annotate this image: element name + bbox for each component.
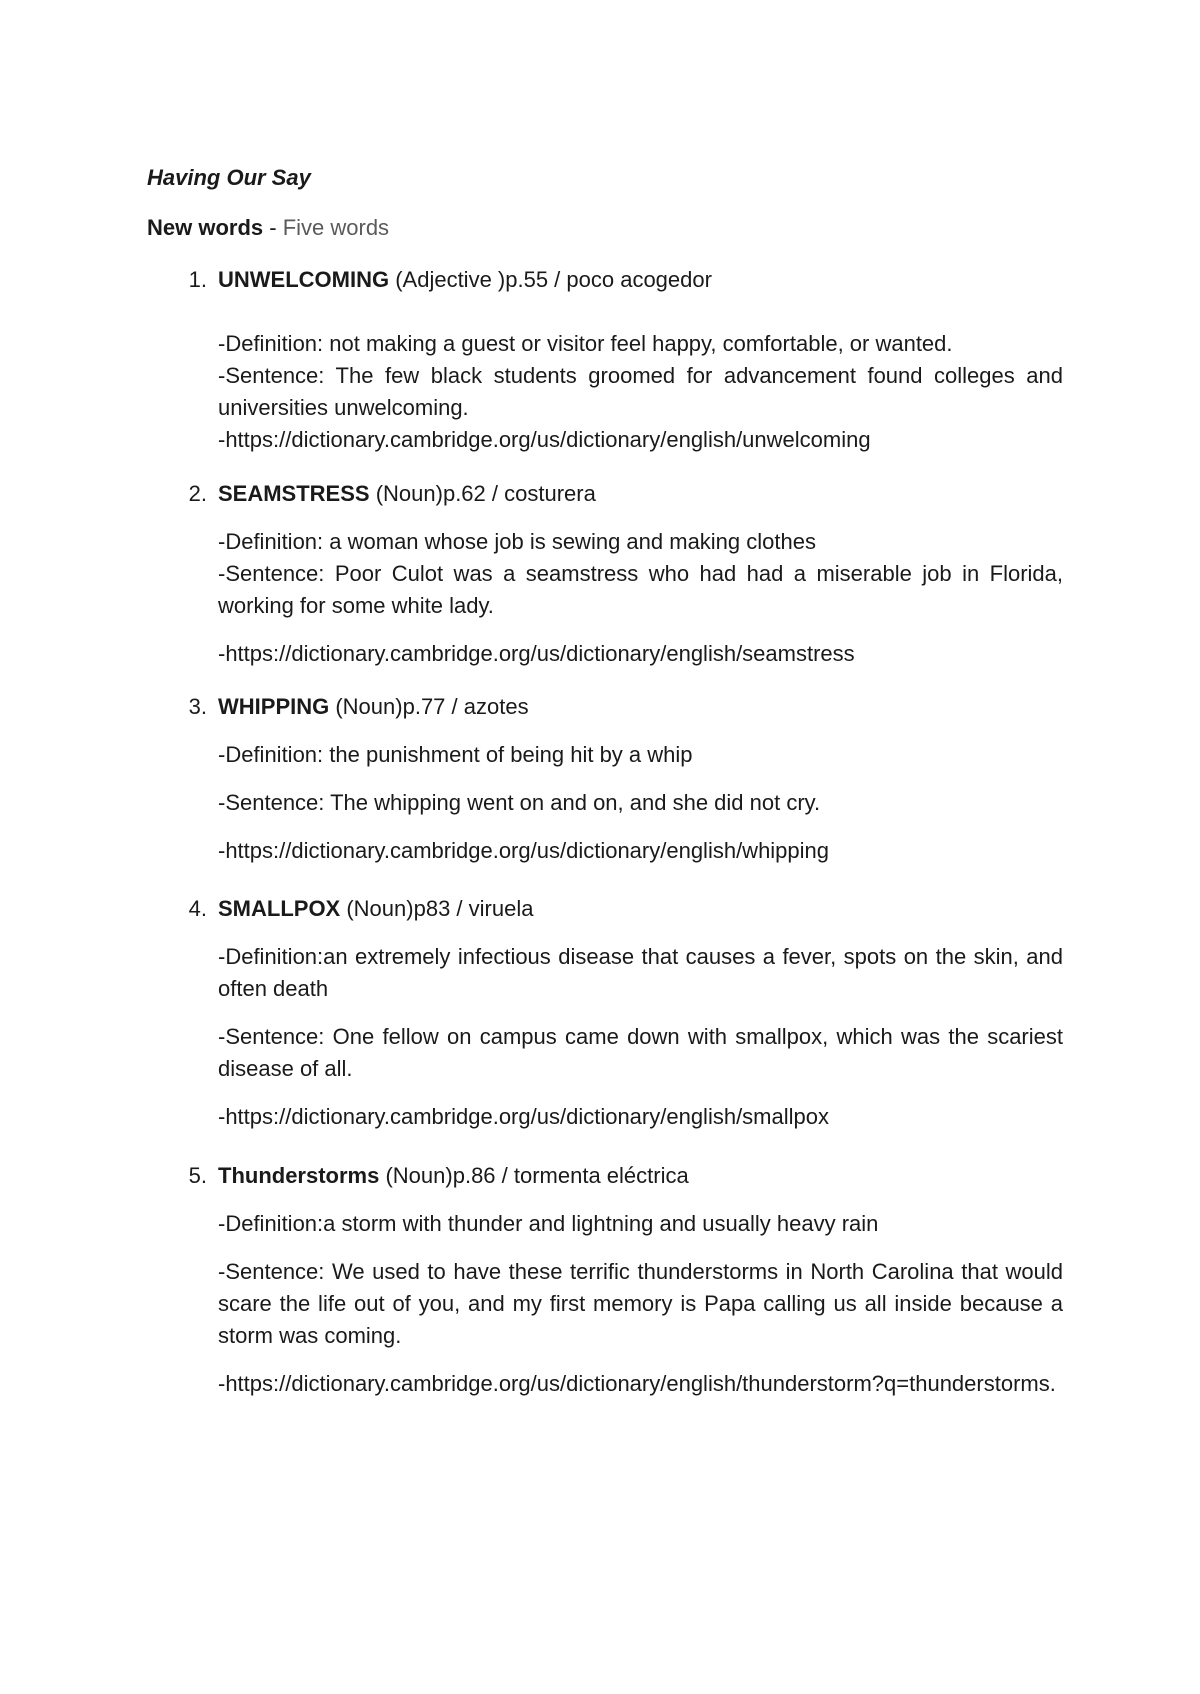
entry-definition: -Definition: not making a guest or visitor feel happy, comfortable, or wanted. bbox=[218, 331, 953, 356]
entry-link: -https://dictionary.cambridge.org/us/dictionary/english/whipping bbox=[218, 838, 830, 863]
entry-number: 1. bbox=[188, 267, 207, 292]
entry-sentence: -Sentence: We used to have these terrific thunderstorms in North Carolina that would scare the life out of you, and my first memory is Papa calling us all inside because a storm was coming. bbox=[218, 1259, 1063, 1348]
entry-number: 3. bbox=[188, 694, 207, 719]
entry-info: (Noun)p.77 / azotes bbox=[329, 694, 529, 719]
entry-word: SEAMSTRESS bbox=[218, 481, 370, 506]
vocab-entry-2 bbox=[147, 478, 1067, 670]
entry-number: 2. bbox=[188, 481, 207, 506]
entry-link: -https://dictionary.cambridge.org/us/dictionary/english/thunderstorm?q=thunderstorms. bbox=[218, 1371, 1056, 1396]
entry-definition: -Definition: a woman whose job is sewing and making clothes bbox=[218, 529, 816, 554]
entry-info: (Adjective )p.55 / poco acogedor bbox=[389, 267, 712, 292]
entry-sentence: -Sentence: Poor Culot was a seamstress who had had a miserable job in Florida, working for some white lady. bbox=[218, 561, 1063, 618]
entry-definition: -Definition: the punishment of being hit by a whip bbox=[218, 742, 693, 767]
section-heading-separator: - bbox=[263, 215, 283, 240]
entry-word: Thunderstorms bbox=[218, 1163, 380, 1188]
vocab-entry-1 bbox=[147, 264, 1067, 456]
entry-definition: -Definition:a storm with thunder and lightning and usually heavy rain bbox=[218, 1211, 879, 1236]
vocab-entry-4 bbox=[147, 893, 1067, 1133]
entry-sentence: -Sentence: The few black students groomed for advancement found colleges and universities unwelcoming. bbox=[218, 363, 1063, 420]
entry-link: -https://dictionary.cambridge.org/us/dictionary/english/seamstress bbox=[218, 641, 855, 666]
entry-link: -https://dictionary.cambridge.org/us/dictionary/english/unwelcoming bbox=[218, 427, 871, 452]
entry-word: UNWELCOMING bbox=[218, 267, 390, 292]
entry-info: (Noun)p.86 / tormenta eléctrica bbox=[379, 1163, 689, 1188]
entry-link: -https://dictionary.cambridge.org/us/dictionary/english/smallpox bbox=[218, 1104, 829, 1129]
entry-info: (Noun)p83 / viruela bbox=[340, 896, 534, 921]
entry-word: SMALLPOX bbox=[218, 896, 341, 921]
section-heading bbox=[147, 214, 389, 242]
entry-number: 4. bbox=[188, 896, 207, 921]
vocab-entry-3 bbox=[147, 691, 1067, 867]
entry-sentence: -Sentence: One fellow on campus came down with smallpox, which was the scariest disease of all. bbox=[218, 1024, 1063, 1081]
entry-word: WHIPPING bbox=[218, 694, 330, 719]
entry-info: (Noun)p.62 / costurera bbox=[369, 481, 596, 506]
document-title: Having Our Say bbox=[147, 165, 311, 190]
entry-definition: -Definition:an extremely infectious disease that causes a fever, spots on the skin, and often death bbox=[218, 944, 1063, 1001]
vocab-entry-5 bbox=[147, 1160, 1067, 1400]
entry-number: 5. bbox=[188, 1163, 207, 1188]
section-heading-rest: Five words bbox=[282, 215, 390, 240]
section-heading-bold: New words bbox=[147, 215, 264, 240]
entry-sentence: -Sentence: The whipping went on and on, and she did not cry. bbox=[218, 790, 821, 815]
